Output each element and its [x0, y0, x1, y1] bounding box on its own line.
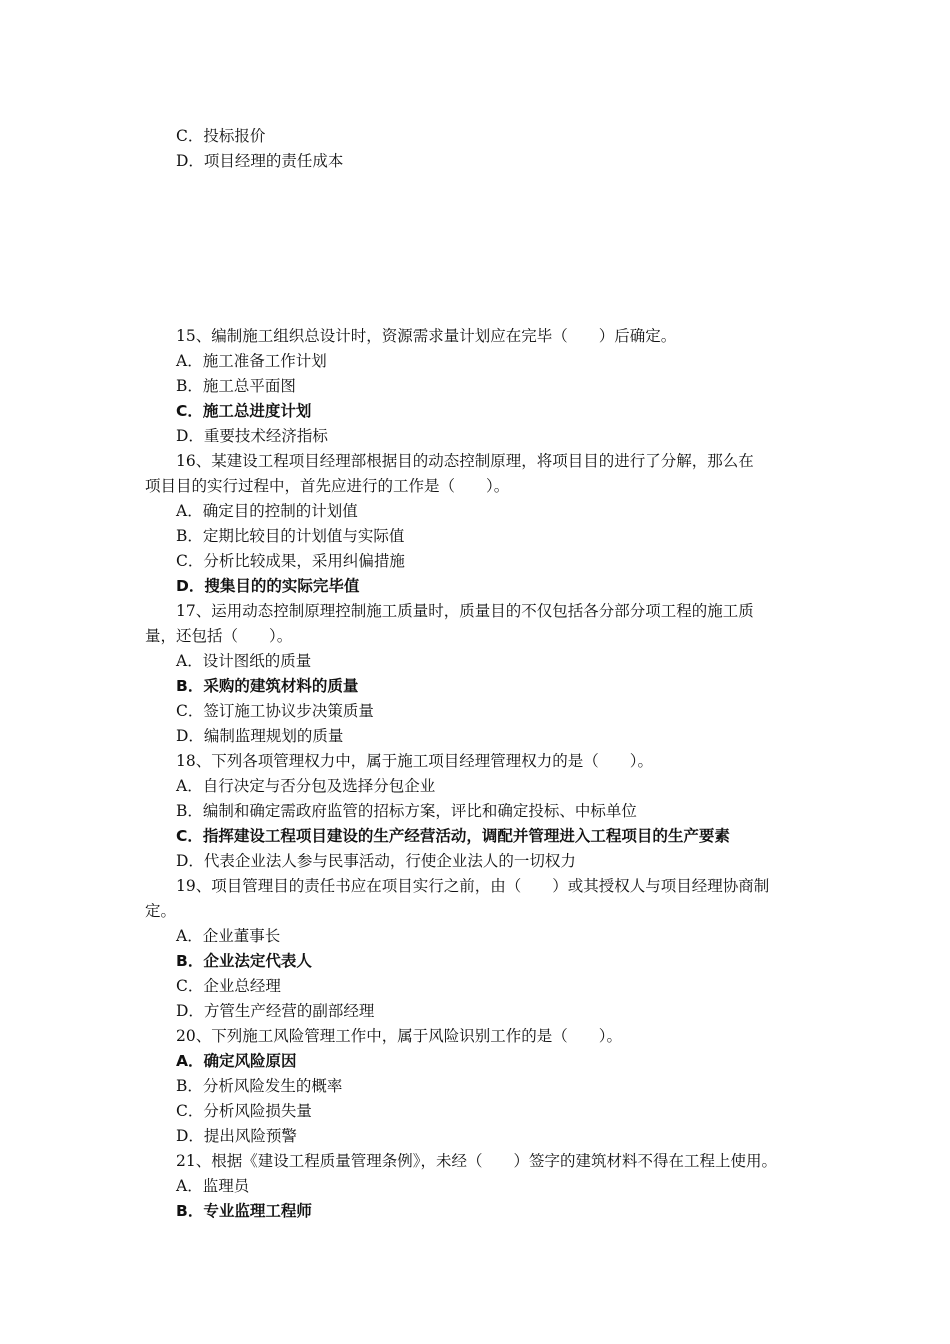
- question-text: 20、下列施工风险管理工作中，属于风险识别工作的是（ ）。: [176, 1027, 622, 1045]
- question-text: 15、编制施工组织总设计时，资源需求量计划应在完毕（ ）后确定。: [176, 327, 677, 345]
- question-text: 21、根据《建设工程质量管理条例》，未经（ ）签字的建筑材料不得在工程上使用。: [176, 1152, 777, 1170]
- question-text: 17、运用动态控制原理控制施工质量时，质量目的不仅包括各分部分项工程的施工质: [176, 602, 754, 620]
- answer-option-correct: C．施工总进度计划: [176, 402, 312, 420]
- answer-option: A．施工准备工作计划: [176, 352, 327, 370]
- question-text: 19、项目管理目的责任书应在项目实行之前，由（ ）或其授权人与项目经理协商制: [176, 877, 770, 895]
- answer-option: B．编制和确定需政府监管的招标方案，评比和确定投标、中标单位: [176, 802, 637, 820]
- answer-option-correct: D．搜集目的的实际完毕值: [176, 577, 360, 595]
- answer-option-correct: A．确定风险原因: [176, 1052, 297, 1070]
- question-continuation: 定。: [145, 902, 177, 920]
- question-continuation: 项目目的实行过程中，首先应进行的工作是（ ）。: [145, 477, 510, 495]
- answer-option: A．监理员: [176, 1177, 250, 1195]
- answer-option: C．投标报价: [176, 127, 266, 145]
- question-text: 16、某建设工程项目经理部根据目的动态控制原理，将项目目的进行了分解，那么在: [176, 452, 754, 470]
- answer-option-correct: C．指挥建设工程项目建设的生产经营活动，调配并管理进入工程项目的生产要素: [176, 827, 730, 845]
- answer-option: B．施工总平面图: [176, 377, 296, 395]
- answer-option: D．提出风险预警: [176, 1127, 297, 1145]
- answer-option: D．项目经理的责任成本: [176, 152, 344, 170]
- answer-option: A．企业董事长: [176, 927, 281, 945]
- answer-option: D．方管生产经营的副部经理: [176, 1002, 375, 1020]
- answer-option: B．定期比较目的计划值与实际值: [176, 527, 405, 545]
- question-continuation: 量，还包括（ ）。: [145, 627, 293, 645]
- answer-option-correct: B．专业监理工程师: [176, 1202, 312, 1220]
- answer-option: A．设计图纸的质量: [176, 652, 312, 670]
- answer-option: C．签订施工协议步决策质量: [176, 702, 374, 720]
- answer-option: C．企业总经理: [176, 977, 281, 995]
- answer-option: C．分析风险损失量: [176, 1102, 312, 1120]
- answer-option: D．重要技术经济指标: [176, 427, 328, 445]
- answer-option: A．确定目的控制的计划值: [176, 502, 358, 520]
- answer-option: C．分析比较成果，采用纠偏措施: [176, 552, 405, 570]
- answer-option-correct: B．采购的建筑材料的质量: [176, 677, 359, 695]
- answer-option: B．分析风险发生的概率: [176, 1077, 343, 1095]
- answer-option: D．代表企业法人参与民事活动，行使企业法人的一切权力: [176, 852, 576, 870]
- answer-option: A．自行决定与否分包及选择分包企业: [176, 777, 436, 795]
- question-text: 18、下列各项管理权力中，属于施工项目经理管理权力的是（ ）。: [176, 752, 653, 770]
- answer-option-correct: B．企业法定代表人: [176, 952, 312, 970]
- answer-option: D．编制监理规划的质量: [176, 727, 344, 745]
